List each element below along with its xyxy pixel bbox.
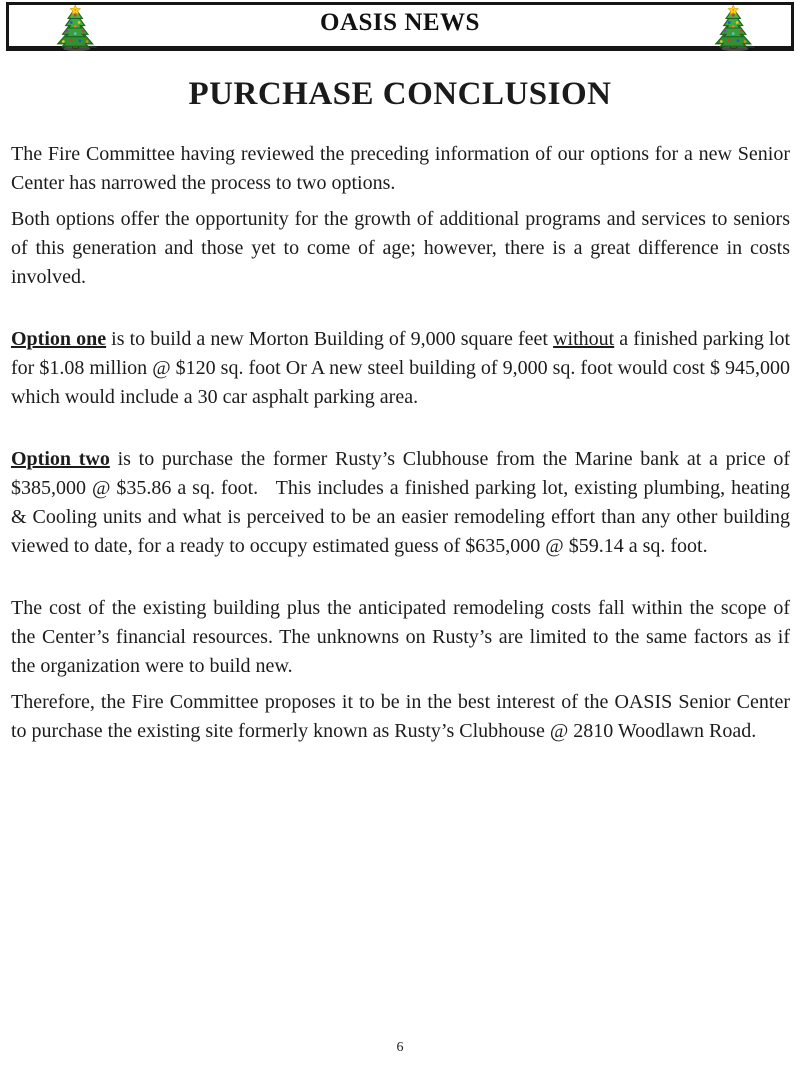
- text-run: Option one: [11, 328, 107, 350]
- christmas-tree-icon: [707, 5, 761, 51]
- text-run: a finished parking lot for $1.08 million @ $120 sq. foot Or A new steel building of 9,000 sq. foot would cost $ 945,000 which would include a 30 car asphalt parking area.: [11, 328, 791, 408]
- document-body: [11, 140, 790, 746]
- paragraph: [11, 325, 790, 412]
- page-title: PURCHASE CONCLUSION: [188, 76, 612, 112]
- text-run: Option two: [11, 448, 110, 470]
- text-run: without: [553, 328, 615, 350]
- text-run: is to purchase the former Rusty’s Clubhouse from the Marine bank at a price of $385,000 @ $35.86 a sq. foot. This includes a finished parking lot, existing plumbing, heating & Cooling units and what is perceived to be an easier remodeling effort than any other building viewed to date, for a ready to occupy estimated guess of $635,000 @ $59.14 a sq. foot.: [11, 448, 791, 557]
- newsletter-header: [6, 2, 794, 51]
- text-run: The Fire Committee having reviewed the preceding information of our options for a new Senior Center has narrowed the process to two options.: [11, 143, 790, 194]
- text-run: Both options offer the opportunity for the growth of additional programs and services to seniors of this generation and those yet to come of age; however, there is a great difference in costs involved.: [11, 208, 790, 288]
- paragraph: [11, 140, 790, 198]
- text-run: Therefore, the Fire Committee proposes it to be in the best interest of the OASIS Senior Center to purchase the existing site formerly known as Rusty’s Clubhouse @ 2810 Woodlawn Road.: [11, 691, 790, 742]
- newsletter-title: OASIS NEWS: [320, 9, 480, 36]
- page-number: 6: [396, 1040, 404, 1055]
- paragraph: [11, 445, 790, 561]
- text-run: The cost of the existing building plus the anticipated remodeling costs fall within the scope of the Center’s financial resources. The unknowns on Rusty’s are limited to the same factors as if the organization were to build new.: [11, 597, 790, 677]
- paragraph: [11, 688, 790, 746]
- paragraph: [11, 594, 790, 681]
- text-run: is to build a new Morton Building of 9,000 square feet: [106, 328, 554, 350]
- paragraph: [11, 205, 790, 292]
